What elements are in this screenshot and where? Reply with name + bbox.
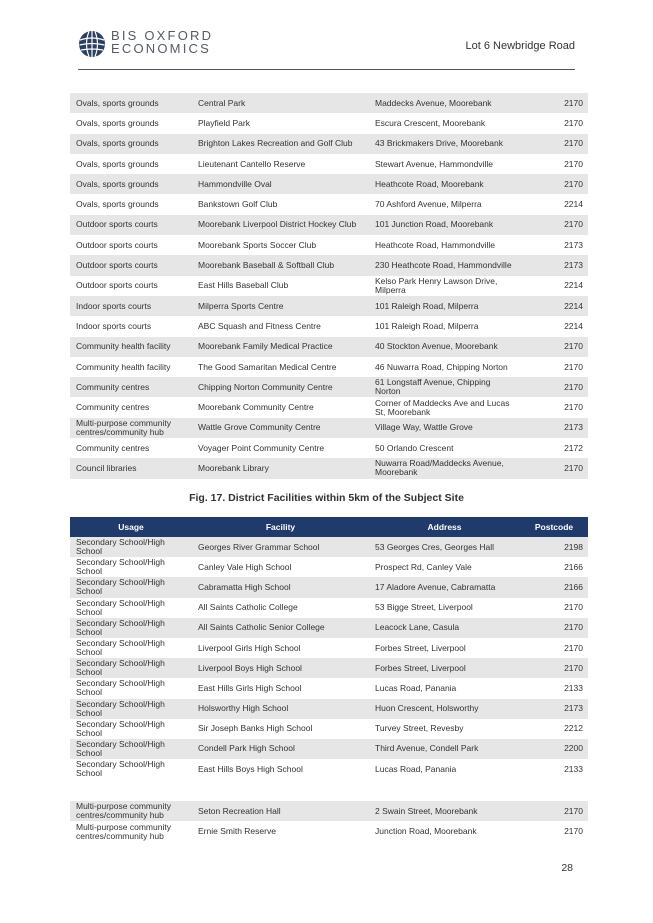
postcode-cell: 2170 — [520, 821, 588, 841]
address-cell: Escura Crescent, Moorebank — [369, 113, 520, 133]
document-title: Lot 6 Newbridge Road — [465, 40, 575, 52]
table-row — [70, 537, 588, 557]
postcode-cell: 2170 — [520, 134, 588, 154]
table-row — [70, 255, 588, 275]
facility-cell: Canley Vale High School — [192, 557, 369, 577]
postcode-cell: 2170 — [520, 337, 588, 357]
header-address: Address — [369, 517, 520, 537]
usage-cell: Secondary School/High School — [70, 577, 192, 597]
address-cell: 101 Raleigh Road, Milperra — [369, 296, 520, 316]
table-row — [70, 699, 588, 719]
facility-cell: East Hills Boys High School — [192, 759, 369, 779]
facility-cell: Moorebank Library — [192, 458, 369, 478]
table-row — [70, 154, 588, 174]
facility-cell: Condell Park High School — [192, 739, 369, 759]
facility-cell: Bankstown Golf Club — [192, 194, 369, 214]
postcode-cell: 2170 — [520, 658, 588, 678]
usage-cell: Community centres — [70, 438, 192, 458]
table-row — [70, 235, 588, 255]
postcode-cell: 2133 — [520, 678, 588, 698]
usage-cell: Secondary School/High School — [70, 699, 192, 719]
usage-cell: Community centres — [70, 397, 192, 417]
address-cell: 70 Ashford Avenue, Milperra — [369, 194, 520, 214]
postcode-cell: 2212 — [520, 719, 588, 739]
address-cell: 40 Stockton Avenue, Moorebank — [369, 337, 520, 357]
postcode-cell: 2173 — [520, 699, 588, 719]
usage-cell: Ovals, sports grounds — [70, 194, 192, 214]
usage-cell: Indoor sports courts — [70, 316, 192, 336]
facility-cell: Seton Recreation Hall — [192, 801, 369, 821]
address-cell: Huon Crescent, Holsworthy — [369, 699, 520, 719]
address-cell: Corner of Maddecks Ave and Lucas St, Moorebank — [369, 397, 520, 417]
address-cell: 46 Nuwarra Road, Chipping Norton — [369, 357, 520, 377]
table-row — [70, 296, 588, 316]
postcode-cell: 2200 — [520, 739, 588, 759]
usage-cell: Multi-purpose community centres/community hub — [70, 801, 192, 821]
header-usage: Usage — [70, 517, 192, 537]
facility-cell: Georges River Grammar School — [192, 537, 369, 557]
postcode-cell: 2172 — [520, 438, 588, 458]
usage-cell: Ovals, sports grounds — [70, 93, 192, 113]
usage-cell: Secondary School/High School — [70, 759, 192, 779]
facility-cell: Playfield Park — [192, 113, 369, 133]
table-row — [70, 418, 588, 438]
table-row — [70, 801, 588, 821]
address-cell: 53 Bigge Street, Liverpool — [369, 598, 520, 618]
table-row — [70, 438, 588, 458]
usage-cell: Council libraries — [70, 458, 192, 478]
facility-cell: Ernie Smith Reserve — [192, 821, 369, 841]
facility-cell: Sir Joseph Banks High School — [192, 719, 369, 739]
facility-cell: Hammondville Oval — [192, 174, 369, 194]
usage-cell: Secondary School/High School — [70, 557, 192, 577]
table-row — [70, 557, 588, 577]
postcode-cell: 2214 — [520, 296, 588, 316]
facility-cell: All Saints Catholic College — [192, 598, 369, 618]
usage-cell: Secondary School/High School — [70, 618, 192, 638]
address-cell: 43 Brickmakers Drive, Moorebank — [369, 134, 520, 154]
postcode-cell: 2170 — [520, 154, 588, 174]
facility-cell: The Good Samaritan Medical Centre — [192, 357, 369, 377]
postcode-cell: 2170 — [520, 397, 588, 417]
table-row — [70, 316, 588, 336]
postcode-cell: 2170 — [520, 113, 588, 133]
address-cell: 101 Junction Road, Moorebank — [369, 215, 520, 235]
table-row — [70, 638, 588, 658]
table-row — [70, 618, 588, 638]
postcode-cell: 2166 — [520, 557, 588, 577]
usage-cell: Secondary School/High School — [70, 598, 192, 618]
usage-cell: Ovals, sports grounds — [70, 134, 192, 154]
address-cell: 50 Orlando Crescent — [369, 438, 520, 458]
facility-cell: Central Park — [192, 93, 369, 113]
usage-cell: Community health facility — [70, 357, 192, 377]
facility-cell: East Hills Baseball Club — [192, 276, 369, 296]
address-cell: Nuwarra Road/Maddecks Avenue, Moorebank — [369, 458, 520, 478]
address-cell: Turvey Street, Revesby — [369, 719, 520, 739]
facility-cell: Moorebank Baseball & Softball Club — [192, 255, 369, 275]
table-row — [70, 134, 588, 154]
table-row — [70, 194, 588, 214]
brand-line-1: BIS OXFORD — [111, 28, 214, 43]
facility-cell: Moorebank Community Centre — [192, 397, 369, 417]
spacer-row — [70, 779, 588, 801]
table-row — [70, 577, 588, 597]
postcode-cell: 2214 — [520, 316, 588, 336]
usage-cell: Ovals, sports grounds — [70, 113, 192, 133]
facility-cell: Milperra Sports Centre — [192, 296, 369, 316]
table-row — [70, 93, 588, 113]
table-row — [70, 337, 588, 357]
postcode-cell: 2214 — [520, 276, 588, 296]
address-cell: 53 Georges Cres, Georges Hall — [369, 537, 520, 557]
district-facilities-table — [70, 517, 588, 842]
table-row — [70, 678, 588, 698]
address-cell: Kelso Park Henry Lawson Drive, Milperra — [369, 276, 520, 296]
address-cell: Maddecks Avenue, Moorebank — [369, 93, 520, 113]
facility-cell: Liverpool Boys High School — [192, 658, 369, 678]
table-row — [70, 759, 588, 779]
figure-caption: Fig. 17. District Facilities within 5km of the Subject Site — [189, 492, 464, 504]
facility-cell: Brighton Lakes Recreation and Golf Club — [192, 134, 369, 154]
facility-cell: Chipping Norton Community Centre — [192, 377, 369, 397]
postcode-cell: 2170 — [520, 357, 588, 377]
facility-cell: Lieutenant Cantello Reserve — [192, 154, 369, 174]
table-row — [70, 174, 588, 194]
address-cell: 2 Swain Street, Moorebank — [369, 801, 520, 821]
facility-cell: Moorebank Liverpool District Hockey Club — [192, 215, 369, 235]
postcode-cell: 2166 — [520, 577, 588, 597]
header-divider — [78, 69, 575, 70]
page-number: 28 — [561, 862, 573, 874]
facility-cell: Liverpool Girls High School — [192, 638, 369, 658]
address-cell: 17 Aladore Avenue, Cabramatta — [369, 577, 520, 597]
facility-cell: East Hills Girls High School — [192, 678, 369, 698]
table-row — [70, 377, 588, 397]
table-row — [70, 739, 588, 759]
address-cell: Heathcote Road, Moorebank — [369, 174, 520, 194]
usage-cell: Secondary School/High School — [70, 678, 192, 698]
address-cell: Lucas Road, Panania — [369, 678, 520, 698]
address-cell: Forbes Street, Liverpool — [369, 638, 520, 658]
usage-cell: Secondary School/High School — [70, 658, 192, 678]
brand-wordmark — [111, 29, 213, 55]
header-postcode: Postcode — [520, 517, 588, 537]
table-row — [70, 658, 588, 678]
postcode-cell: 2170 — [520, 618, 588, 638]
facility-cell: Holsworthy High School — [192, 699, 369, 719]
empty-cell — [369, 779, 520, 801]
facility-cell: Wattle Grove Community Centre — [192, 418, 369, 438]
usage-cell: Outdoor sports courts — [70, 215, 192, 235]
table-row — [70, 397, 588, 417]
postcode-cell: 2173 — [520, 255, 588, 275]
postcode-cell: 2170 — [520, 458, 588, 478]
table-row — [70, 276, 588, 296]
address-cell: Junction Road, Moorebank — [369, 821, 520, 841]
usage-cell: Ovals, sports grounds — [70, 174, 192, 194]
usage-cell: Community health facility — [70, 337, 192, 357]
empty-cell — [70, 779, 192, 801]
table-header-row — [70, 517, 588, 537]
postcode-cell: 2170 — [520, 215, 588, 235]
postcode-cell: 2198 — [520, 537, 588, 557]
usage-cell: Indoor sports courts — [70, 296, 192, 316]
facility-cell: Cabramatta High School — [192, 577, 369, 597]
address-cell: Stewart Avenue, Hammondville — [369, 154, 520, 174]
usage-cell: Community centres — [70, 377, 192, 397]
table-row — [70, 215, 588, 235]
postcode-cell: 2170 — [520, 801, 588, 821]
address-cell: 61 Longstaff Avenue, Chipping Norton — [369, 377, 520, 397]
usage-cell: Multi-purpose community centres/community hub — [70, 418, 192, 438]
postcode-cell: 2170 — [520, 377, 588, 397]
usage-cell: Secondary School/High School — [70, 537, 192, 557]
address-cell: Prospect Rd, Canley Vale — [369, 557, 520, 577]
table-row — [70, 719, 588, 739]
table-row — [70, 458, 588, 478]
facility-cell: ABC Squash and Fitness Centre — [192, 316, 369, 336]
usage-cell: Outdoor sports courts — [70, 255, 192, 275]
brand-line-2: ECONOMICS — [111, 41, 211, 56]
postcode-cell: 2170 — [520, 93, 588, 113]
address-cell: Village Way, Wattle Grove — [369, 418, 520, 438]
postcode-cell: 2173 — [520, 418, 588, 438]
facility-cell: Moorebank Sports Soccer Club — [192, 235, 369, 255]
local-facilities-table — [70, 93, 588, 479]
address-cell: Forbes Street, Liverpool — [369, 658, 520, 678]
postcode-cell: 2170 — [520, 174, 588, 194]
table-row — [70, 598, 588, 618]
address-cell: Heathcote Road, Hammondville — [369, 235, 520, 255]
address-cell: Third Avenue, Condell Park — [369, 739, 520, 759]
page-header — [0, 0, 653, 72]
globe-logo-icon — [78, 30, 106, 58]
facility-cell: Voyager Point Community Centre — [192, 438, 369, 458]
address-cell: 230 Heathcote Road, Hammondville — [369, 255, 520, 275]
empty-cell — [192, 779, 369, 801]
table-row — [70, 113, 588, 133]
usage-cell: Outdoor sports courts — [70, 235, 192, 255]
usage-cell: Secondary School/High School — [70, 739, 192, 759]
usage-cell: Secondary School/High School — [70, 719, 192, 739]
address-cell: Leacock Lane, Casula — [369, 618, 520, 638]
usage-cell: Secondary School/High School — [70, 638, 192, 658]
table-row — [70, 357, 588, 377]
postcode-cell: 2173 — [520, 235, 588, 255]
postcode-cell: 2214 — [520, 194, 588, 214]
usage-cell: Multi-purpose community centres/community hub — [70, 821, 192, 841]
facility-cell: Moorebank Family Medical Practice — [192, 337, 369, 357]
usage-cell: Ovals, sports grounds — [70, 154, 192, 174]
usage-cell: Outdoor sports courts — [70, 276, 192, 296]
empty-cell — [520, 779, 588, 801]
address-cell: Lucas Road, Panania — [369, 759, 520, 779]
address-cell: 101 Raleigh Road, Milperra — [369, 316, 520, 336]
postcode-cell: 2133 — [520, 759, 588, 779]
facility-cell: All Saints Catholic Senior College — [192, 618, 369, 638]
postcode-cell: 2170 — [520, 598, 588, 618]
postcode-cell: 2170 — [520, 638, 588, 658]
header-facility: Facility — [192, 517, 369, 537]
table-row — [70, 821, 588, 841]
